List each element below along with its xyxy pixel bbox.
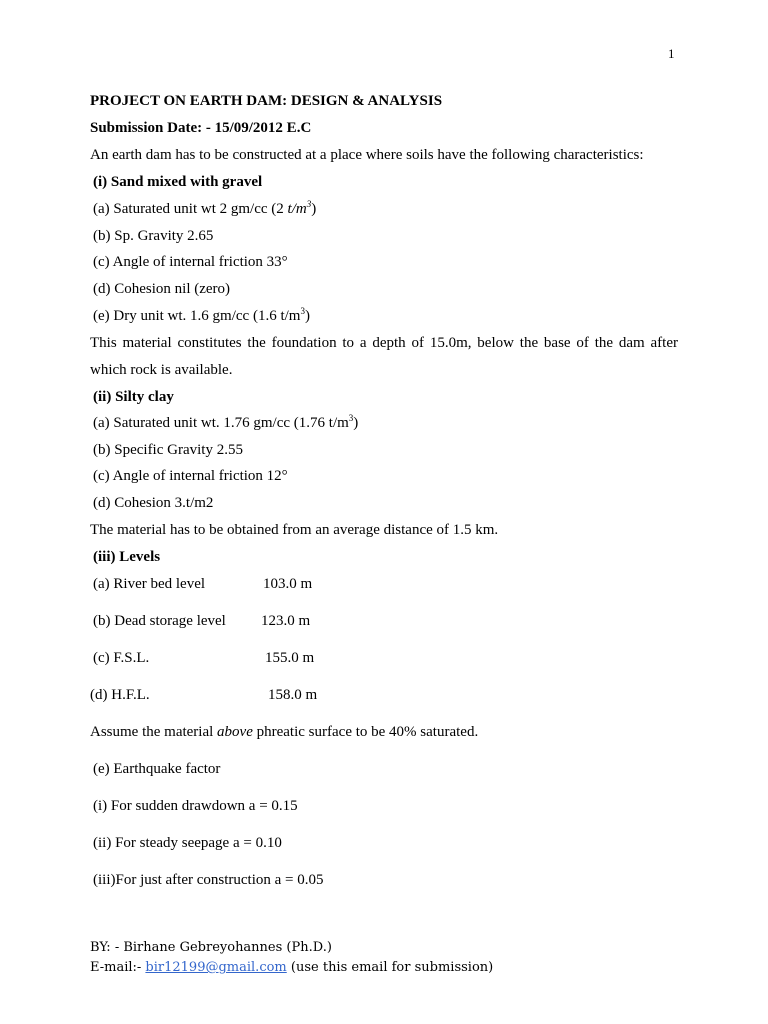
material-note: The material has to be obtained from an average distance of 1.5 km. <box>90 522 499 538</box>
saturation-note-suffix: phreatic surface to be 40% saturated. <box>252 724 479 740</box>
section-clay-heading: (ii) Silty clay <box>93 389 174 405</box>
clay-item-d: (d) Cohesion 3.t/m2 <box>93 495 214 511</box>
level-label: (a) River bed level <box>93 576 206 592</box>
document-title: PROJECT ON EARTH DAM: DESIGN & ANALYSIS <box>90 93 443 109</box>
clay-item-b: (b) Specific Gravity 2.55 <box>93 442 243 458</box>
level-row <box>93 575 313 593</box>
sand-item-e <box>93 307 310 325</box>
clay-item-a-sup: 3 <box>348 413 354 423</box>
footer-author: BY: - Birhane Gebreyohannes (Ph.D.) <box>90 940 332 955</box>
saturation-note-emphasis: above <box>217 724 253 740</box>
level-label: (d) H.F.L. <box>90 687 150 703</box>
level-row <box>93 649 315 667</box>
earthquake-item: (i) For sudden drawdown a = 0.15 <box>93 798 298 814</box>
sand-item-a-suffix: ) <box>311 201 317 217</box>
sand-item-d: (d) Cohesion nil (zero) <box>93 281 231 297</box>
sand-item-a-unit: t/m <box>287 201 307 217</box>
footer-email-note: (use this email for submission) <box>286 960 494 975</box>
earthquake-heading: (e) Earthquake factor <box>93 761 221 777</box>
sand-item-a <box>93 200 316 218</box>
section-sand-heading: (i) Sand mixed with gravel <box>93 174 263 190</box>
saturation-note-text: Assume the material <box>90 724 218 740</box>
saturation-note <box>90 723 478 741</box>
level-row <box>93 612 311 630</box>
footer-email <box>90 959 493 977</box>
level-value: 158.0 m <box>268 687 318 703</box>
earthquake-item: (ii) For steady seepage a = 0.10 <box>93 835 282 851</box>
sand-item-e-text: (e) Dry unit wt. 1.6 gm/cc (1.6 t/m <box>93 308 301 324</box>
level-value: 123.0 m <box>261 613 311 629</box>
sand-item-c: (c) Angle of internal friction 33° <box>93 254 288 270</box>
sand-item-a-sup: 3 <box>306 199 312 209</box>
clay-item-a-text: (a) Saturated unit wt. 1.76 gm/cc (1.76 t/m <box>93 415 349 431</box>
foundation-note-line1: This material constitutes the foundation to a depth of 15.0m, below the base of the dam after <box>90 335 678 351</box>
intro-text: An earth dam has to be constructed at a place where soils have the following characteristics: <box>90 147 644 163</box>
sand-item-e-suffix: ) <box>304 308 310 324</box>
foundation-note-line2: which rock is available. <box>90 362 233 378</box>
email-link[interactable]: bir12199@gmail.com <box>145 960 287 975</box>
earthquake-item: (iii)For just after construction a = 0.05 <box>93 872 324 888</box>
level-value: 103.0 m <box>263 576 313 592</box>
footer-email-label: E-mail:- <box>90 960 146 975</box>
level-label: (c) F.S.L. <box>93 650 150 666</box>
submission-date: Submission Date: - 15/09/2012 E.C <box>90 120 312 136</box>
sand-item-b: (b) Sp. Gravity 2.65 <box>93 228 214 244</box>
sand-item-e-sup: 3 <box>300 306 305 316</box>
level-label: (b) Dead storage level <box>93 613 226 629</box>
clay-item-a-suffix: ) <box>353 415 359 431</box>
section-levels-heading: (iii) Levels <box>93 549 161 565</box>
page-number: 1 <box>668 46 675 61</box>
clay-item-c: (c) Angle of internal friction 12° <box>93 468 288 484</box>
clay-item-a <box>93 414 358 432</box>
sand-item-a-text: (a) Saturated unit wt 2 gm/cc (2 <box>93 201 288 217</box>
level-value: 155.0 m <box>265 650 315 666</box>
level-row <box>90 686 318 704</box>
